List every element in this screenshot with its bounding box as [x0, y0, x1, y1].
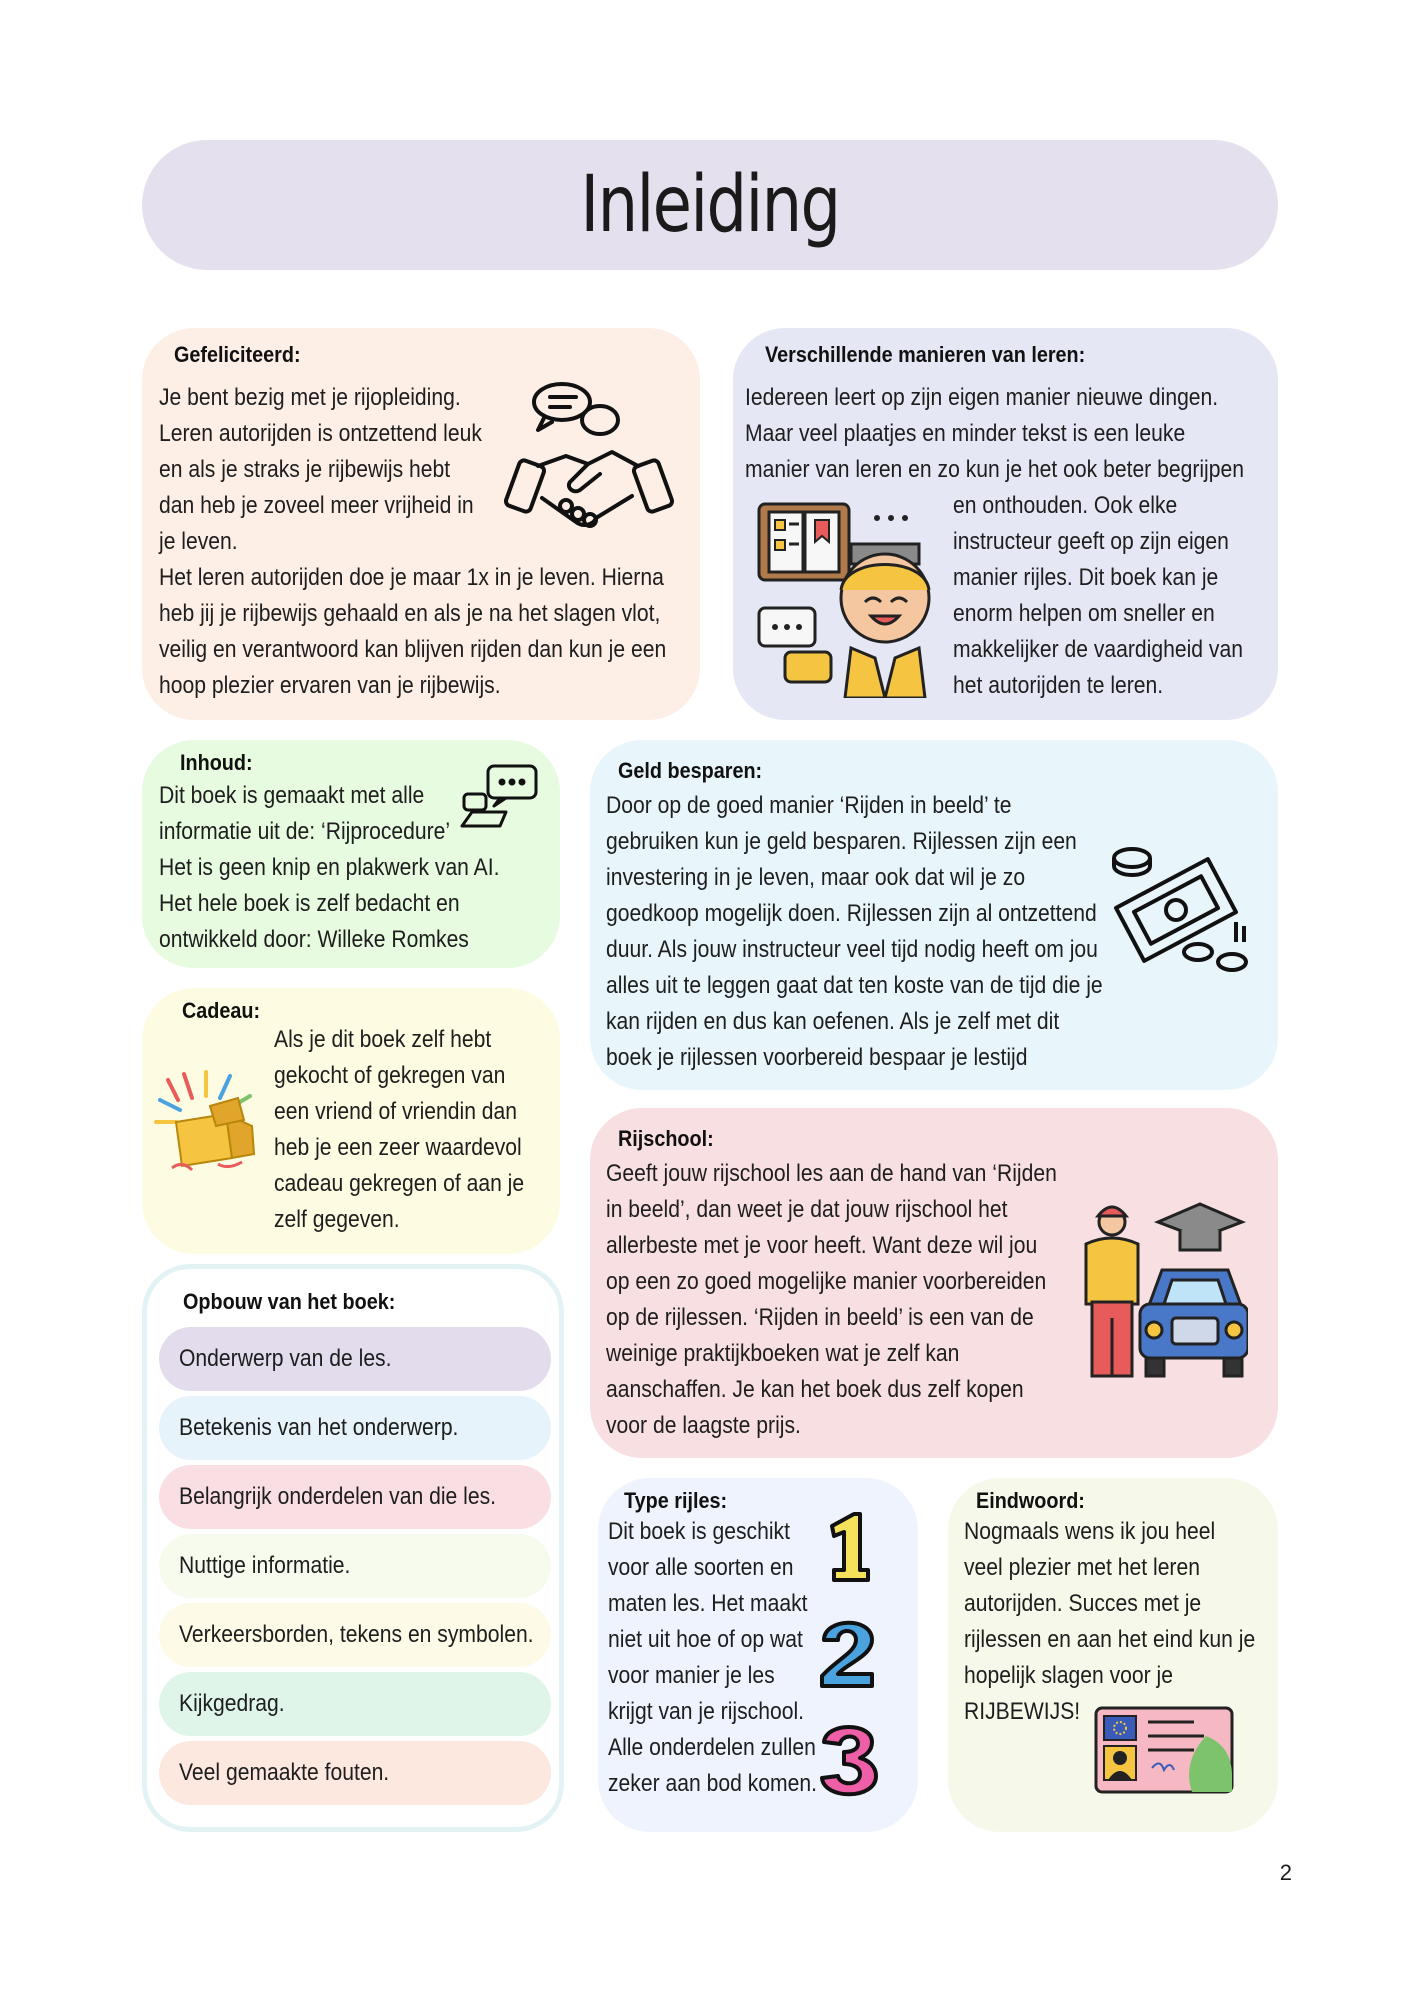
card-text: Door op de goed manier ‘Rijden in beeld’ te gebruiken kun je geld besparen. Rijlessen zijn een investering in je leven, maar ook dat wil je zo goedkoop mogelijk doen. Rijlessen zijn al ontzettend duur. Als jouw instructeur veel tijd nodig heeft om jou alles uit te leggen gaat dat ten koste van de tijd die je kan rijden en dus kan oefenen. Als je zelf met dit boek je rijlessen voorbereid bespaar je lestijd [606, 792, 1103, 1071]
number-one-icon [820, 1510, 876, 1582]
card-rijschool [590, 1108, 1278, 1458]
list-item: Veel gemaakte fouten. [159, 1741, 551, 1805]
list-item: Kijkgedrag. [159, 1672, 551, 1736]
driving-school-icon [1078, 1198, 1248, 1380]
page-title: Inleiding [580, 160, 840, 250]
card-eindwoord [948, 1478, 1278, 1832]
card-manieren [733, 328, 1278, 720]
card-inhoud [142, 740, 560, 968]
list-item: Betekenis van het onderwerp. [159, 1396, 551, 1460]
chatbot-icon [460, 764, 540, 830]
card-geld [590, 740, 1278, 1090]
card-text-top: Iedereen leert op zijn eigen manier nieuwe dingen. Maar veel plaatjes en minder tekst is een leuke manier van leren en zo kun je het ook beter begrijpen [745, 384, 1244, 483]
card-text: Dit boek is geschikt voor alle soorten en maten les. Het maakt niet uit hoe of op wat voor manier je les krijgt van je rijschool. Alle onderdelen zullen zeker aan bod komen. [608, 1518, 817, 1797]
money-icon [1110, 846, 1250, 976]
card-heading: Eindwoord: [976, 1488, 1085, 1513]
page-number: 2 [1279, 1860, 1292, 1885]
list-item: Nuttige informatie. [159, 1534, 551, 1598]
card-heading: Geld besparen: [618, 758, 763, 783]
card-gefeliciteerd [142, 328, 700, 720]
card-heading: Opbouw van het boek: [183, 1289, 396, 1314]
card-text: Dit boek is gemaakt met alle informatie uit de: ‘Rijprocedure’ Het is geen knip en plakwerk van AI. Het hele boek is zelf bedacht en ontwikkeld door: Willeke Romkes [159, 782, 500, 953]
driving-license-icon [1094, 1706, 1234, 1794]
card-heading: Inhoud: [180, 750, 253, 775]
card-text: Als je dit boek zelf hebt gekocht of gekregen van een vriend of vriendin dan heb je een zeer waardevol cadeau gekregen of aan je zelf gegeven. [274, 1026, 525, 1233]
card-text: Je bent bezig met je rijopleiding. Leren autorijden is ontzettend leuk en als je straks je rijbewijs hebt dan heb je zoveel meer vrijheid in je leven. Het leren autorijden doe je maar 1x in je leven. Hierna heb jij je rijbewijs gehaald en als je na het slagen vlot, veilig en verantwoord kan blijven rijden dan kun je een hoop plezier ervaren van je rijbewijs. [159, 384, 667, 699]
card-heading: Rijschool: [618, 1126, 714, 1151]
learning-head-icon [755, 498, 945, 698]
card-cadeau [142, 988, 560, 1254]
card-type [598, 1478, 918, 1832]
title-banner [142, 140, 1278, 270]
card-heading: Verschillende manieren van leren: [765, 342, 1086, 367]
card-text-side: en onthouden. Ook elke instructeur geeft op zijn eigen manier rijles. Dit boek kan je enorm helpen om sneller en makkelijker de vaardigheid van het autorijden te leren. [953, 492, 1243, 699]
card-text: Nogmaals wens ik jou heel veel plezier met het leren autorijden. Succes met je rijlessen en aan het eind kun je hopelijk slagen voor je RIJBEWIJS! [964, 1518, 1256, 1725]
card-heading: Gefeliciteerd: [174, 342, 301, 367]
card-text: Geeft jouw rijschool les aan de hand van ‘Rijden in beeld’, dan weet je dat jouw rijschool het allerbeste met je voor heeft. Want deze wil jou op een zo goed mogelijke manier voorbereiden op de rijlessen. ‘Rijden in beeld’ is een van de weinige praktijkboeken wat je zelf kan aanschaffen. Je kan het boek dus zelf kopen voor de laagste prijs. [606, 1160, 1057, 1439]
card-heading: Cadeau: [182, 998, 261, 1023]
number-two-icon [816, 1616, 880, 1688]
number-three-icon [816, 1722, 880, 1798]
list-item: Verkeersborden, tekens en symbolen. [159, 1603, 551, 1667]
handshake-icon [504, 380, 674, 530]
list-item: Onderwerp van de les. [159, 1327, 551, 1391]
gift-icon [154, 1070, 264, 1174]
card-opbouw [142, 1264, 564, 1832]
list-item: Belangrijk onderdelen van die les. [159, 1465, 551, 1529]
card-heading: Type rijles: [624, 1488, 728, 1513]
